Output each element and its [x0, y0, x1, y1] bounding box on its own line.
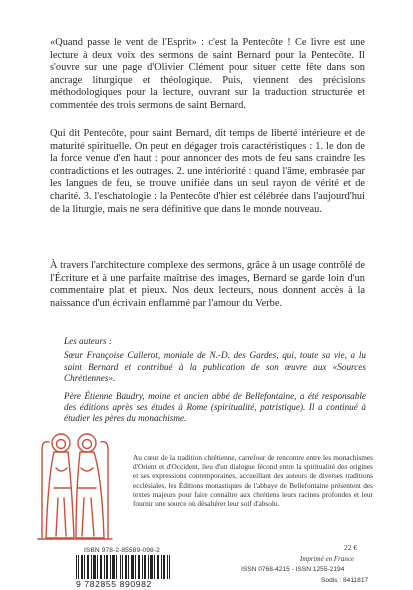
intro-paragraph: «Quand passe le vent de l'Esprit» : c'est la Pentecôte ! Ce livre est une lecture à deux voix des sermons de saint Bernard pour la Pentecôte. Il s'ouvre sur une page d'Olivier Clément pour situer cette fête dans son ancrage liturgique et théologique. Puis, viennent des précisions méthodologiques pour la lecture, ouvrant sur la traduction structurée et commentée des trois sermons de saint Bernard.: [50, 37, 365, 111]
barcode-digits: 9 782855 890982: [76, 579, 176, 589]
characteristics-paragraph: Qui dit Pentecôte, pour saint Bernard, dit temps de liberté intérieure et de maturité spirituelle. On peut en dégager trois caractéristiques : 1. le don de la force venue d'en haut : pour annoncer des mots de feu sans craindre les contradictions et les outrages. 2. une intériorité : quand l'âme, embrasée par les langues de feu, se trouve unifiée dans un seul rayon de vérité et de charité. 3. l'eschatologie : la Pentecôte d'hier est célébrée dans l'aujourd'hui de la liturgie, mais ne sera définitive que dans le monde nouveau.: [50, 128, 365, 215]
two-monks-illustration-icon: [34, 428, 116, 542]
authors-heading: Les auteurs :: [64, 336, 112, 346]
publisher-blurb: Au cœur de la tradition chrétienne, carrefour de rencontre entre les monachismes d'Orient et d'Occident, lieu d'un dialogue fécond entre la spiritualité des origines et ses expressions contemporaines, accueillant des auteurs de diverses traditions ecclésiales, les Éditions monastiques de l'abbaye de Bellefontaine présentent des textes majeurs pour faire connaître aux chrétiens leurs racines profondes et leur fournir une source où désaltérer leur soif d'absolu.: [133, 453, 373, 509]
author-baudry: Père Étienne Baudry, moine et ancien abbé de Bellefontaine, a été responsable des éditions après ses études à Rome (spiritualité, patristique). Il a continué à étudier les pères du monachisme.: [64, 390, 366, 424]
issn: ISSN 0768-4215 - ISSN 1255-2194: [241, 566, 345, 573]
author-callerot: Sœur Françoise Callerot, moniale de N.-D. des Gardes, qui, toute sa vie, a lu saint Bernard et contribué à la publication de son œuvre aux «Sources Chrétiennes».: [64, 350, 366, 384]
price: 22 €: [344, 543, 358, 552]
sodis-code: Sodis : 8411817: [321, 577, 369, 584]
authors-section: [64, 336, 366, 431]
isbn: ISBN 978-2-85589-098-2: [84, 547, 160, 554]
architecture-paragraph: À travers l'architecture complexe des sermons, grâce à un usage contrôlé de l'Écriture et à une parfaite maîtrise des images, Bernard se garde loin d'un commentaire plat et pieux. Nos deux lecteurs, nous donnent accès à la naissance d'un écrivain enflammé par l'amour du Verbe.: [50, 260, 365, 309]
imprint-notice: Imprimé en France: [300, 555, 355, 563]
